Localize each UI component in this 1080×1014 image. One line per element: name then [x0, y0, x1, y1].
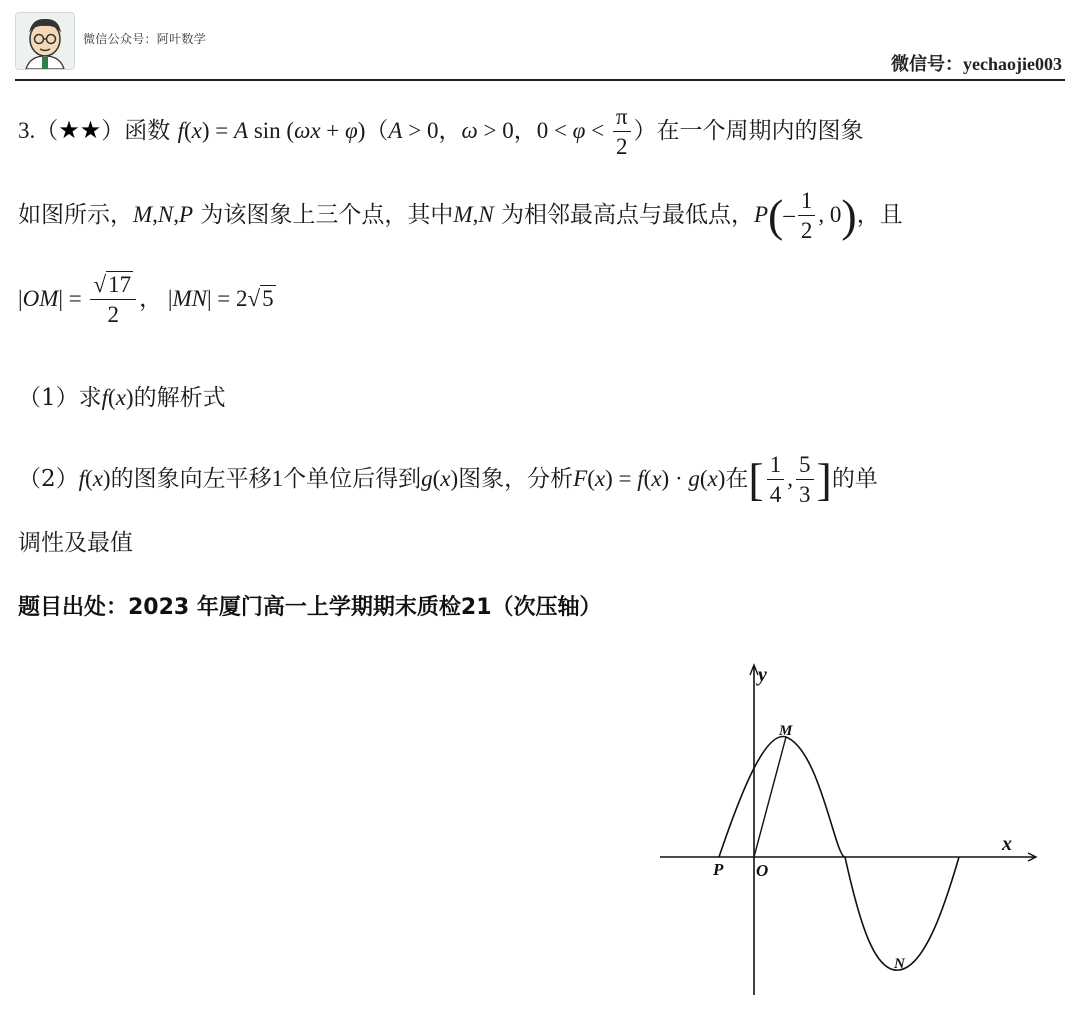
avatar	[15, 12, 75, 70]
problem-line-1: 3.（★★）函数 f(x) = A sin (ωx + φ)（A > 0，ω > 0，0 < φ < $\frac{\pi}{2}$ ）在一个周期内的图象	[18, 104, 864, 160]
difficulty-stars-icon: ★★	[58, 115, 102, 144]
page-header	[0, 0, 1080, 84]
problem-number: 3.	[18, 117, 36, 143]
label-o: O	[756, 861, 769, 880]
label-y: y	[758, 664, 767, 686]
label-x: x	[1002, 833, 1012, 855]
label-n: N	[894, 956, 905, 972]
function-graph	[650, 655, 1050, 1005]
segment-om	[754, 737, 786, 857]
wechat-id: 微信号：yechaojie003	[891, 54, 1062, 74]
problem-line-2: 如图所示，M,N,P 为该图象上三个点，其中M,N 为相邻最高点与最低点，P(– $\frac{1}{2}$ , 0)，且	[18, 188, 903, 244]
label-p: P	[713, 860, 724, 879]
question-part-2: （2）f(x)的图象向左平移1个单位后得到g(x)图象，分析F(x) = f(x) · g(x)在[ $\frac{1}{4}$ , $\frac{5}{3}$ ]的单	[18, 452, 878, 508]
header-divider	[15, 79, 1065, 81]
question-part-2-continued: 调性及最值	[18, 530, 133, 556]
problem-source: 题目出处：2023 年厦门高一上学期期末质检21（次压轴）	[18, 595, 602, 620]
brand-label: 微信公众号：阿叶数学	[83, 32, 207, 46]
question-part-1: （1）求f(x)的解析式	[18, 385, 226, 411]
label-m: M	[779, 723, 793, 739]
problem-line-3: |OM| = $\frac{√17}{2}$ ， |MN| = 2√5	[18, 272, 274, 328]
